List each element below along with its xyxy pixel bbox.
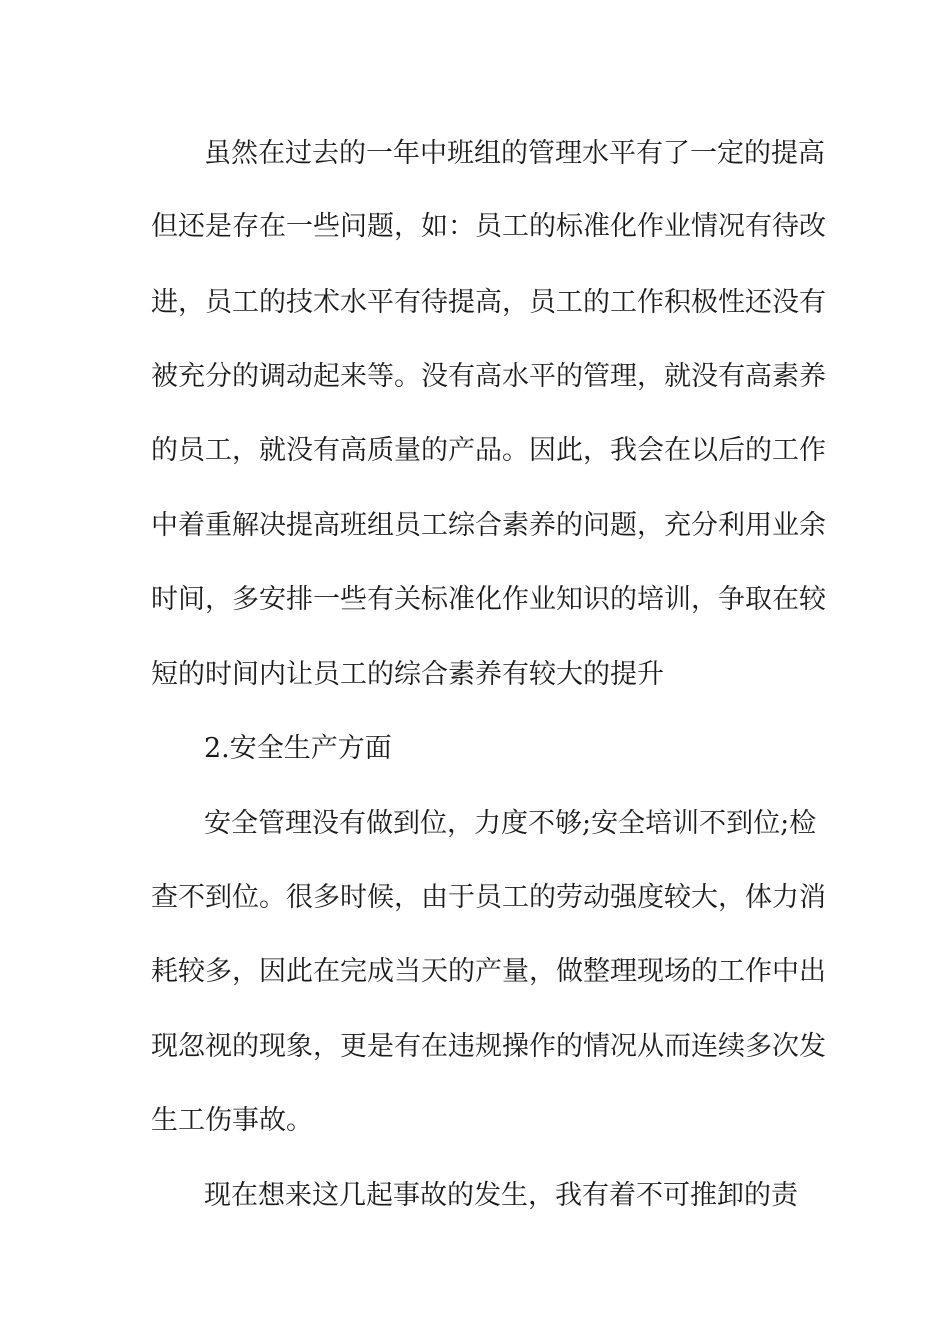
paragraph-3-line-3: 耗较多，因此在完成当天的产量，做整理现场的工作中出 <box>151 956 826 987</box>
paragraph-1-line-3: 进，员工的技术水平有待提高，员工的工作积极性还没有 <box>151 287 826 318</box>
paragraph-3-line-5: 生工伤事故。 <box>151 1105 313 1136</box>
paragraph-1-line-1: 虽然在过去的一年中班组的管理水平有了一定的提高 <box>204 138 825 169</box>
paragraph-3-line-2: 查不到位。很多时候，由于员工的劳动强度较大，体力消 <box>151 882 826 913</box>
paragraph-1-line-6: 中着重解决提高班组员工综合素养的问题，充分利用业余 <box>151 510 826 541</box>
section-heading: 2.安全生产方面 <box>204 733 392 764</box>
paragraph-4-line-1: 现在想来这几起事故的发生，我有着不可推卸的责 <box>204 1180 798 1211</box>
paragraph-3-line-1: 安全管理没有做到位，力度不够;安全培训不到位;检 <box>204 808 817 839</box>
paragraph-1-line-8: 短的时间内让员工的综合素养有较大的提升 <box>151 659 664 690</box>
paragraph-1-line-2: 但还是存在一些问题，如：员工的标准化作业情况有待改 <box>151 211 826 242</box>
paragraph-1-line-5: 的员工，就没有高质量的产品。因此，我会在以后的工作 <box>151 435 826 466</box>
paragraph-1-line-4: 被充分的调动起来等。没有高水平的管理，就没有高素养 <box>151 361 826 392</box>
paragraph-1-line-7: 时间，多安排一些有关标准化作业知识的培训，争取在较 <box>151 584 826 615</box>
paragraph-3-line-4: 现忽视的现象，更是有在违规操作的情况从而连续多次发 <box>151 1031 826 1062</box>
